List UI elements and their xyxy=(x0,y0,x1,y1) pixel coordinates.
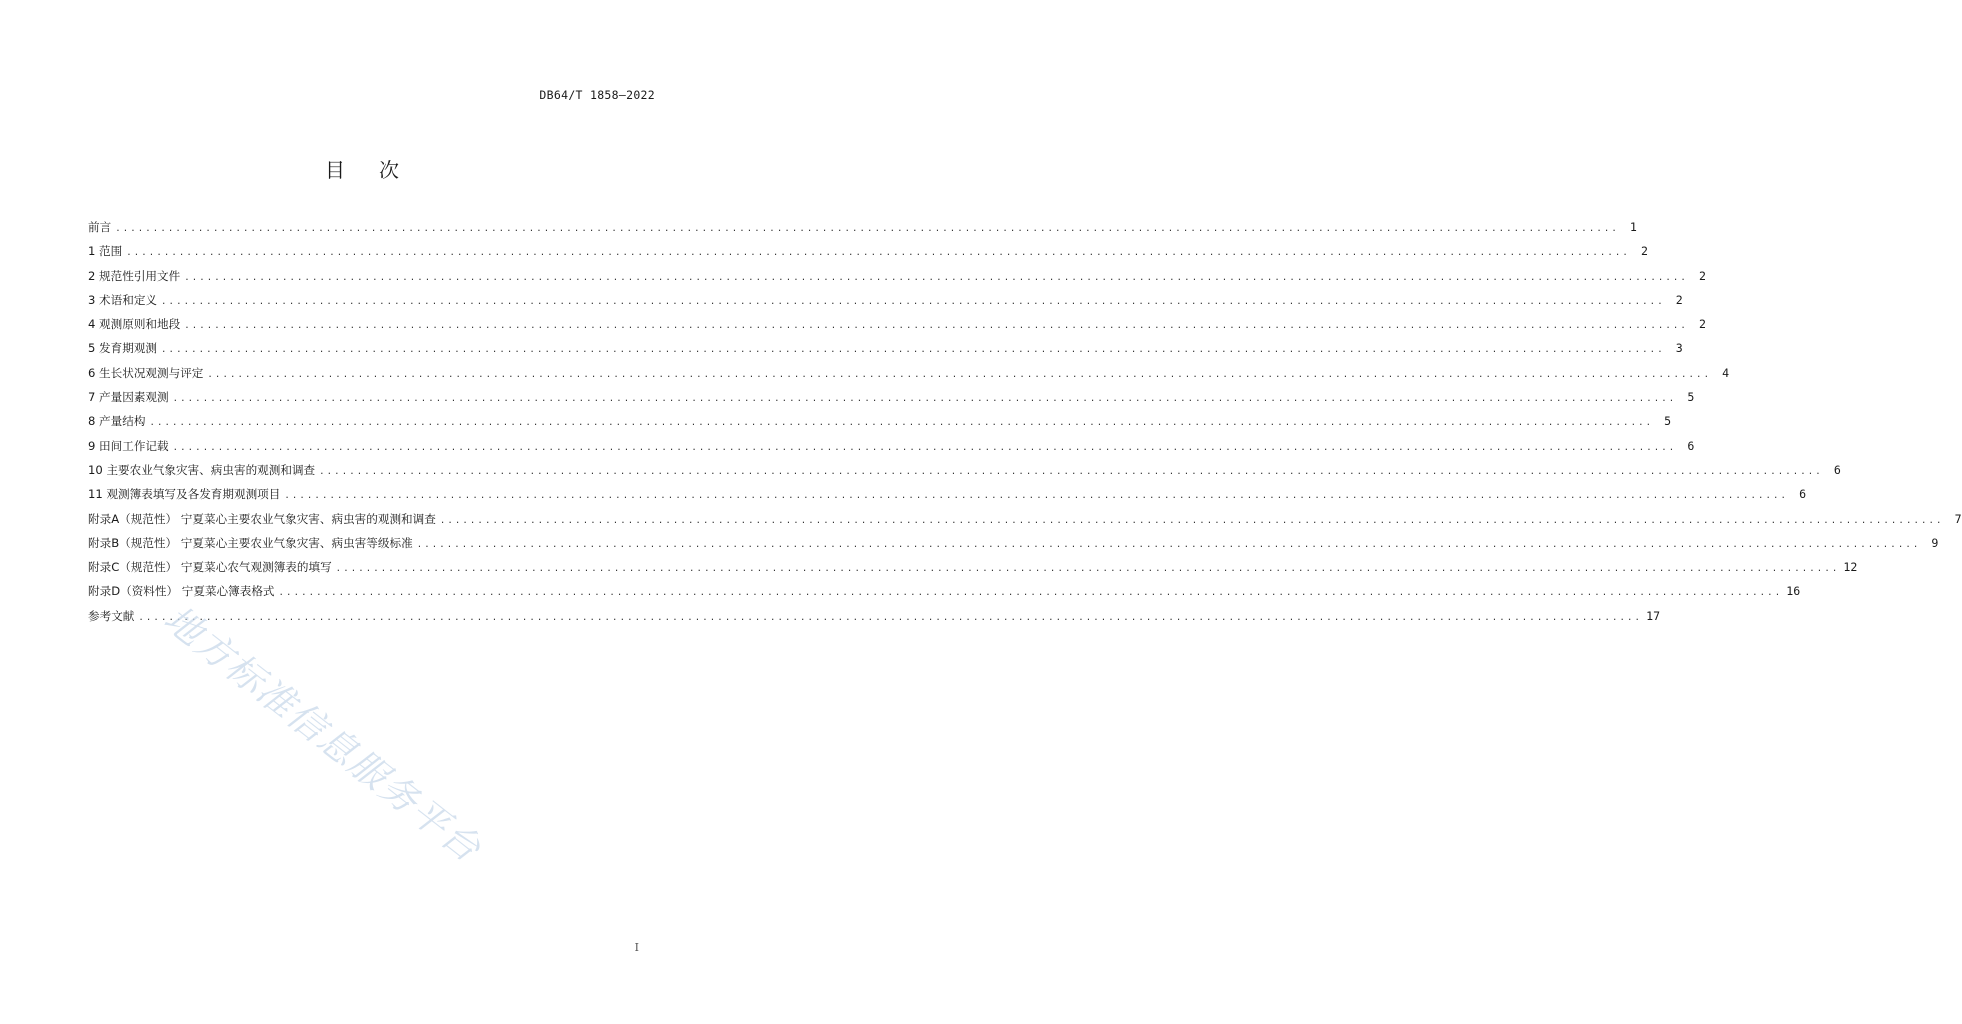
toc-entry-page: 5 xyxy=(1664,414,1672,429)
toc-leader-dots: ........................................................................................................................................................................................................ xyxy=(172,442,1677,453)
toc-entry-page: 9 xyxy=(1931,535,1939,550)
toc-entry-page: 2 xyxy=(1698,317,1706,332)
toc-entry-page: 6 xyxy=(1833,462,1841,477)
toc-entry-label: 2 规范性引用文件 xyxy=(88,268,181,283)
toc-leader-dots: ........................................................................................................................................................................................................ xyxy=(126,248,1630,259)
toc-entry-label: 9 田间工作记载 xyxy=(88,438,169,453)
toc-entry-label: 附录D（资料性） 宁夏菜心簿表格式 xyxy=(88,584,275,599)
toc-entry[interactable] xyxy=(88,219,1637,243)
toc-entry-page: 1 xyxy=(1629,220,1637,234)
toc-entry-label: 10 主要农业气象灾害、病虫害的观测和调查 xyxy=(88,462,316,477)
toc-entry[interactable] xyxy=(88,316,1706,340)
toc-entry-page: 12 xyxy=(1843,560,1858,575)
toc-entry-page: 7 xyxy=(1954,511,1962,526)
toc-entry-label: 5 发育期观测 xyxy=(88,341,158,356)
toc-leader-dots: ........................................................................................................................................................................................................ xyxy=(115,224,1619,234)
toc-entry[interactable] xyxy=(88,365,1730,389)
toc-entry-label: 4 观测原则和地段 xyxy=(88,317,181,332)
toc-entry-label: 附录B（规范性） 宁夏菜心主要农业气象灾害、病虫害等级标准 xyxy=(88,535,413,550)
document-code: DB64/T 1858—2022 xyxy=(539,88,655,102)
toc-entry[interactable] xyxy=(88,535,1939,559)
toc-entry-label: 3 术语和定义 xyxy=(88,292,158,307)
toc-leader-dots: ........................................................................................................................................................................................................ xyxy=(284,491,1789,502)
toc-entry[interactable] xyxy=(88,389,1695,413)
page-number: I xyxy=(634,941,639,954)
table-of-contents xyxy=(88,219,1962,632)
toc-entry-label: 8 产量结构 xyxy=(88,414,146,429)
toc-leader-dots: ........................................................................................................................................................................................................ xyxy=(439,515,1944,526)
toc-entry-label: 11 观测簿表填写及各发育期观测项目 xyxy=(88,487,281,502)
toc-entry-page: 6 xyxy=(1687,438,1695,453)
toc-leader-dots: ........................................................................................................................................................................................................ xyxy=(335,564,1840,575)
toc-leader-dots: ........................................................................................................................................................................................................ xyxy=(138,612,1643,623)
toc-leader-dots: ........................................................................................................................................................................................................ xyxy=(161,296,1665,307)
toc-entry-label: 7 产量因素观测 xyxy=(88,390,169,405)
toc-entry-page: 2 xyxy=(1675,292,1683,307)
toc-entry[interactable] xyxy=(88,243,1648,267)
toc-entry-page: 5 xyxy=(1687,390,1695,405)
toc-entry-page: 16 xyxy=(1786,584,1801,599)
toc-leader-dots: ........................................................................................................................................................................................................ xyxy=(172,394,1677,405)
toc-entry-page: 6 xyxy=(1799,487,1807,502)
toc-entry-label: 附录C（规范性） 宁夏菜心农气观测簿表的填写 xyxy=(88,560,332,575)
toc-entry-label: 6 生长状况观测与评定 xyxy=(88,365,204,380)
toc-entry[interactable] xyxy=(88,559,1858,583)
watermark: 地方标准信息服务平台 xyxy=(155,597,490,872)
toc-entry-page: 17 xyxy=(1646,608,1661,623)
toc-leader-dots: ........................................................................................................................................................................................................ xyxy=(416,539,1921,550)
toc-entry[interactable] xyxy=(88,462,1841,486)
toc-entry[interactable] xyxy=(88,583,1801,607)
toc-entry-page: 4 xyxy=(1722,365,1730,380)
toc-leader-dots: ........................................................................................................................................................................................................ xyxy=(149,418,1654,429)
toc-entry[interactable] xyxy=(88,340,1683,364)
toc-entry-label: 1 范围 xyxy=(88,244,123,259)
toc-entry[interactable] xyxy=(88,292,1683,316)
toc-entry[interactable] xyxy=(88,413,1672,437)
toc-entry[interactable] xyxy=(88,268,1706,292)
toc-entry-label: 附录A（规范性） 宁夏菜心主要农业气象灾害、病虫害的观测和调查 xyxy=(88,511,436,526)
toc-entry-page: 3 xyxy=(1675,341,1683,356)
toc-entry-page: 2 xyxy=(1698,268,1706,283)
toc-entry[interactable] xyxy=(88,438,1695,462)
page-title: 目次 xyxy=(325,158,433,182)
toc-leader-dots: ........................................................................................................................................................................................................ xyxy=(319,466,1823,477)
toc-entry[interactable] xyxy=(88,511,1962,535)
toc-leader-dots: ........................................................................................................................................................................................................ xyxy=(278,588,1783,599)
toc-entry-label: 前言 xyxy=(88,220,112,234)
toc-entry[interactable] xyxy=(88,486,1807,510)
toc-entry-page: 2 xyxy=(1640,244,1648,259)
toc-leader-dots: ........................................................................................................................................................................................................ xyxy=(207,369,1712,380)
toc-leader-dots: ........................................................................................................................................................................................................ xyxy=(184,321,1688,332)
toc-leader-dots: ........................................................................................................................................................................................................ xyxy=(184,272,1688,283)
toc-leader-dots: ........................................................................................................................................................................................................ xyxy=(161,345,1665,356)
toc-entry-label: 参考文献 xyxy=(88,608,135,623)
